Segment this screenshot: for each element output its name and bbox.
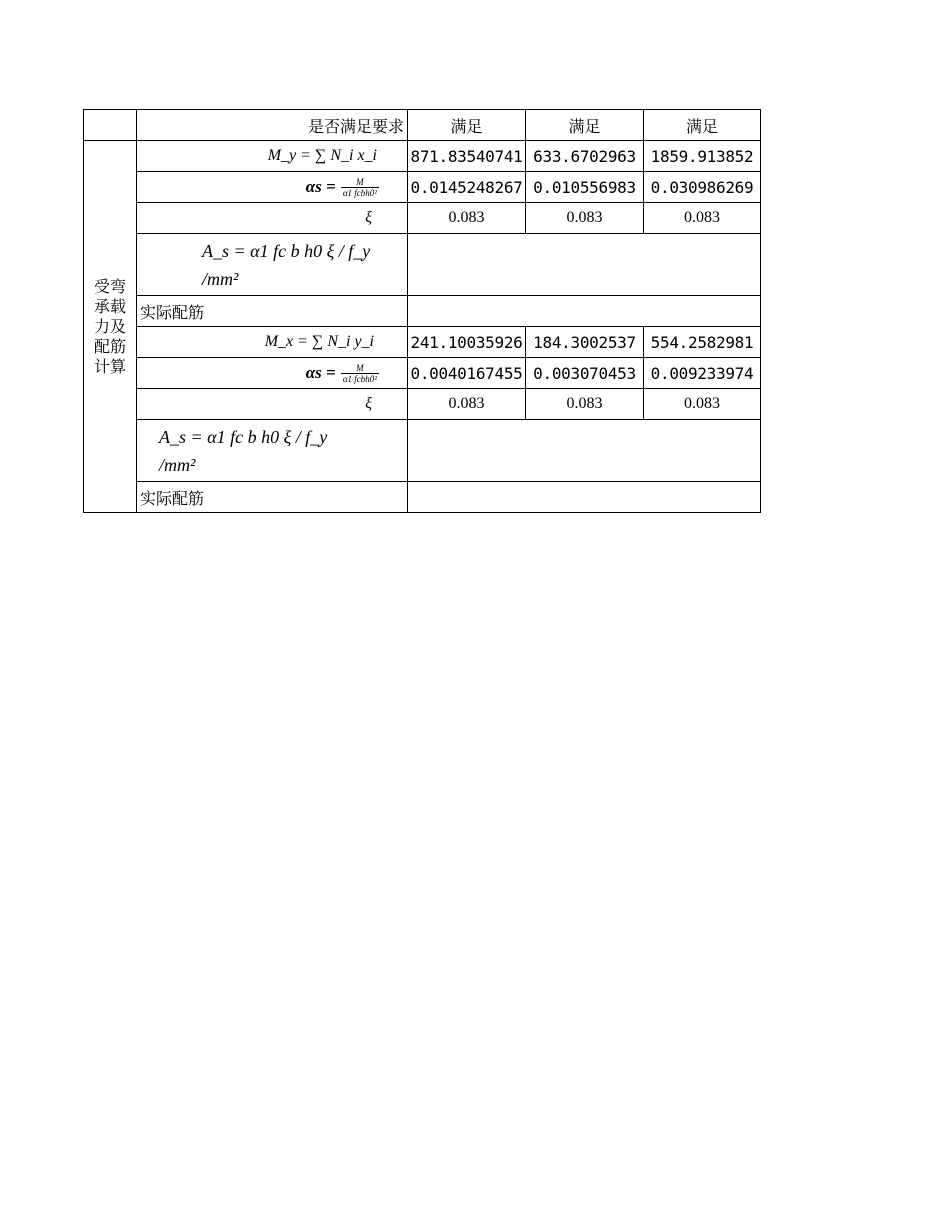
moment-x-formula: M_x = ∑ N_i y_i bbox=[137, 327, 408, 358]
requirement-value-1: 满足 bbox=[408, 110, 526, 141]
table-row-actual-x bbox=[84, 482, 761, 513]
xi-x-value-3: 0.083 bbox=[644, 389, 761, 420]
empty-group-cell bbox=[84, 110, 137, 141]
actual-reinforcement-x-value bbox=[408, 482, 761, 513]
table-row-requirement bbox=[84, 110, 761, 141]
actual-reinforcement-y-value bbox=[408, 296, 761, 327]
moment-y-formula: M_y = ∑ N_i x_i bbox=[137, 141, 408, 172]
xi-x-value-2: 0.083 bbox=[526, 389, 644, 420]
xi-y-value-2: 0.083 bbox=[526, 203, 644, 234]
moment-x-value-1: 241.10035926 bbox=[408, 327, 526, 358]
as-y-value bbox=[408, 234, 761, 296]
table-row-xi-y bbox=[84, 203, 761, 234]
alpha-y-formula: αs = $\frac{M}{\text{α1 fcbh0²}}$ bbox=[137, 172, 408, 203]
as-y-formula: A_s = α1 fc b h0 ξ / f_y /mm² bbox=[137, 234, 408, 296]
moment-y-value-3: 1859.913852 bbox=[644, 141, 761, 172]
xi-x-value-1: 0.083 bbox=[408, 389, 526, 420]
table-row-actual-y bbox=[84, 296, 761, 327]
requirement-label: 是否满足要求 bbox=[137, 110, 408, 141]
alpha-x-value-1: 0.0040167455 bbox=[408, 358, 526, 389]
requirement-value-2: 满足 bbox=[526, 110, 644, 141]
group-label: 受弯 承载 力及 配筋 计算 bbox=[84, 141, 137, 513]
table-row-xi-x bbox=[84, 389, 761, 420]
actual-reinforcement-x-label: 实际配筋 bbox=[137, 482, 408, 513]
alpha-y-value-3: 0.030986269 bbox=[644, 172, 761, 203]
moment-y-value-1: 871.83540741 bbox=[408, 141, 526, 172]
alpha-x-formula: αs = $\frac{M}{\text{α1 fcbh0²}}$ bbox=[137, 358, 408, 389]
actual-reinforcement-y-label: 实际配筋 bbox=[137, 296, 408, 327]
calculation-table bbox=[83, 109, 761, 513]
table-row-as-x bbox=[84, 420, 761, 482]
moment-x-value-3: 554.2582981 bbox=[644, 327, 761, 358]
as-x-formula: A_s = α1 fc b h0 ξ / f_y /mm² bbox=[137, 420, 408, 482]
xi-y-value-1: 0.083 bbox=[408, 203, 526, 234]
xi-x-symbol: ξ bbox=[137, 389, 408, 420]
alpha-x-value-3: 0.009233974 bbox=[644, 358, 761, 389]
alpha-x-value-2: 0.003070453 bbox=[526, 358, 644, 389]
xi-y-symbol: ξ bbox=[137, 203, 408, 234]
requirement-value-3: 满足 bbox=[644, 110, 761, 141]
xi-y-value-3: 0.083 bbox=[644, 203, 761, 234]
table-row-as-y bbox=[84, 234, 761, 296]
table-row-moment-y bbox=[84, 141, 761, 172]
table-row-moment-x bbox=[84, 327, 761, 358]
as-x-value bbox=[408, 420, 761, 482]
moment-y-value-2: 633.6702963 bbox=[526, 141, 644, 172]
alpha-y-value-2: 0.010556983 bbox=[526, 172, 644, 203]
table-row-alpha-y bbox=[84, 172, 761, 203]
alpha-y-value-1: 0.0145248267 bbox=[408, 172, 526, 203]
moment-x-value-2: 184.3002537 bbox=[526, 327, 644, 358]
table-row-alpha-x bbox=[84, 358, 761, 389]
